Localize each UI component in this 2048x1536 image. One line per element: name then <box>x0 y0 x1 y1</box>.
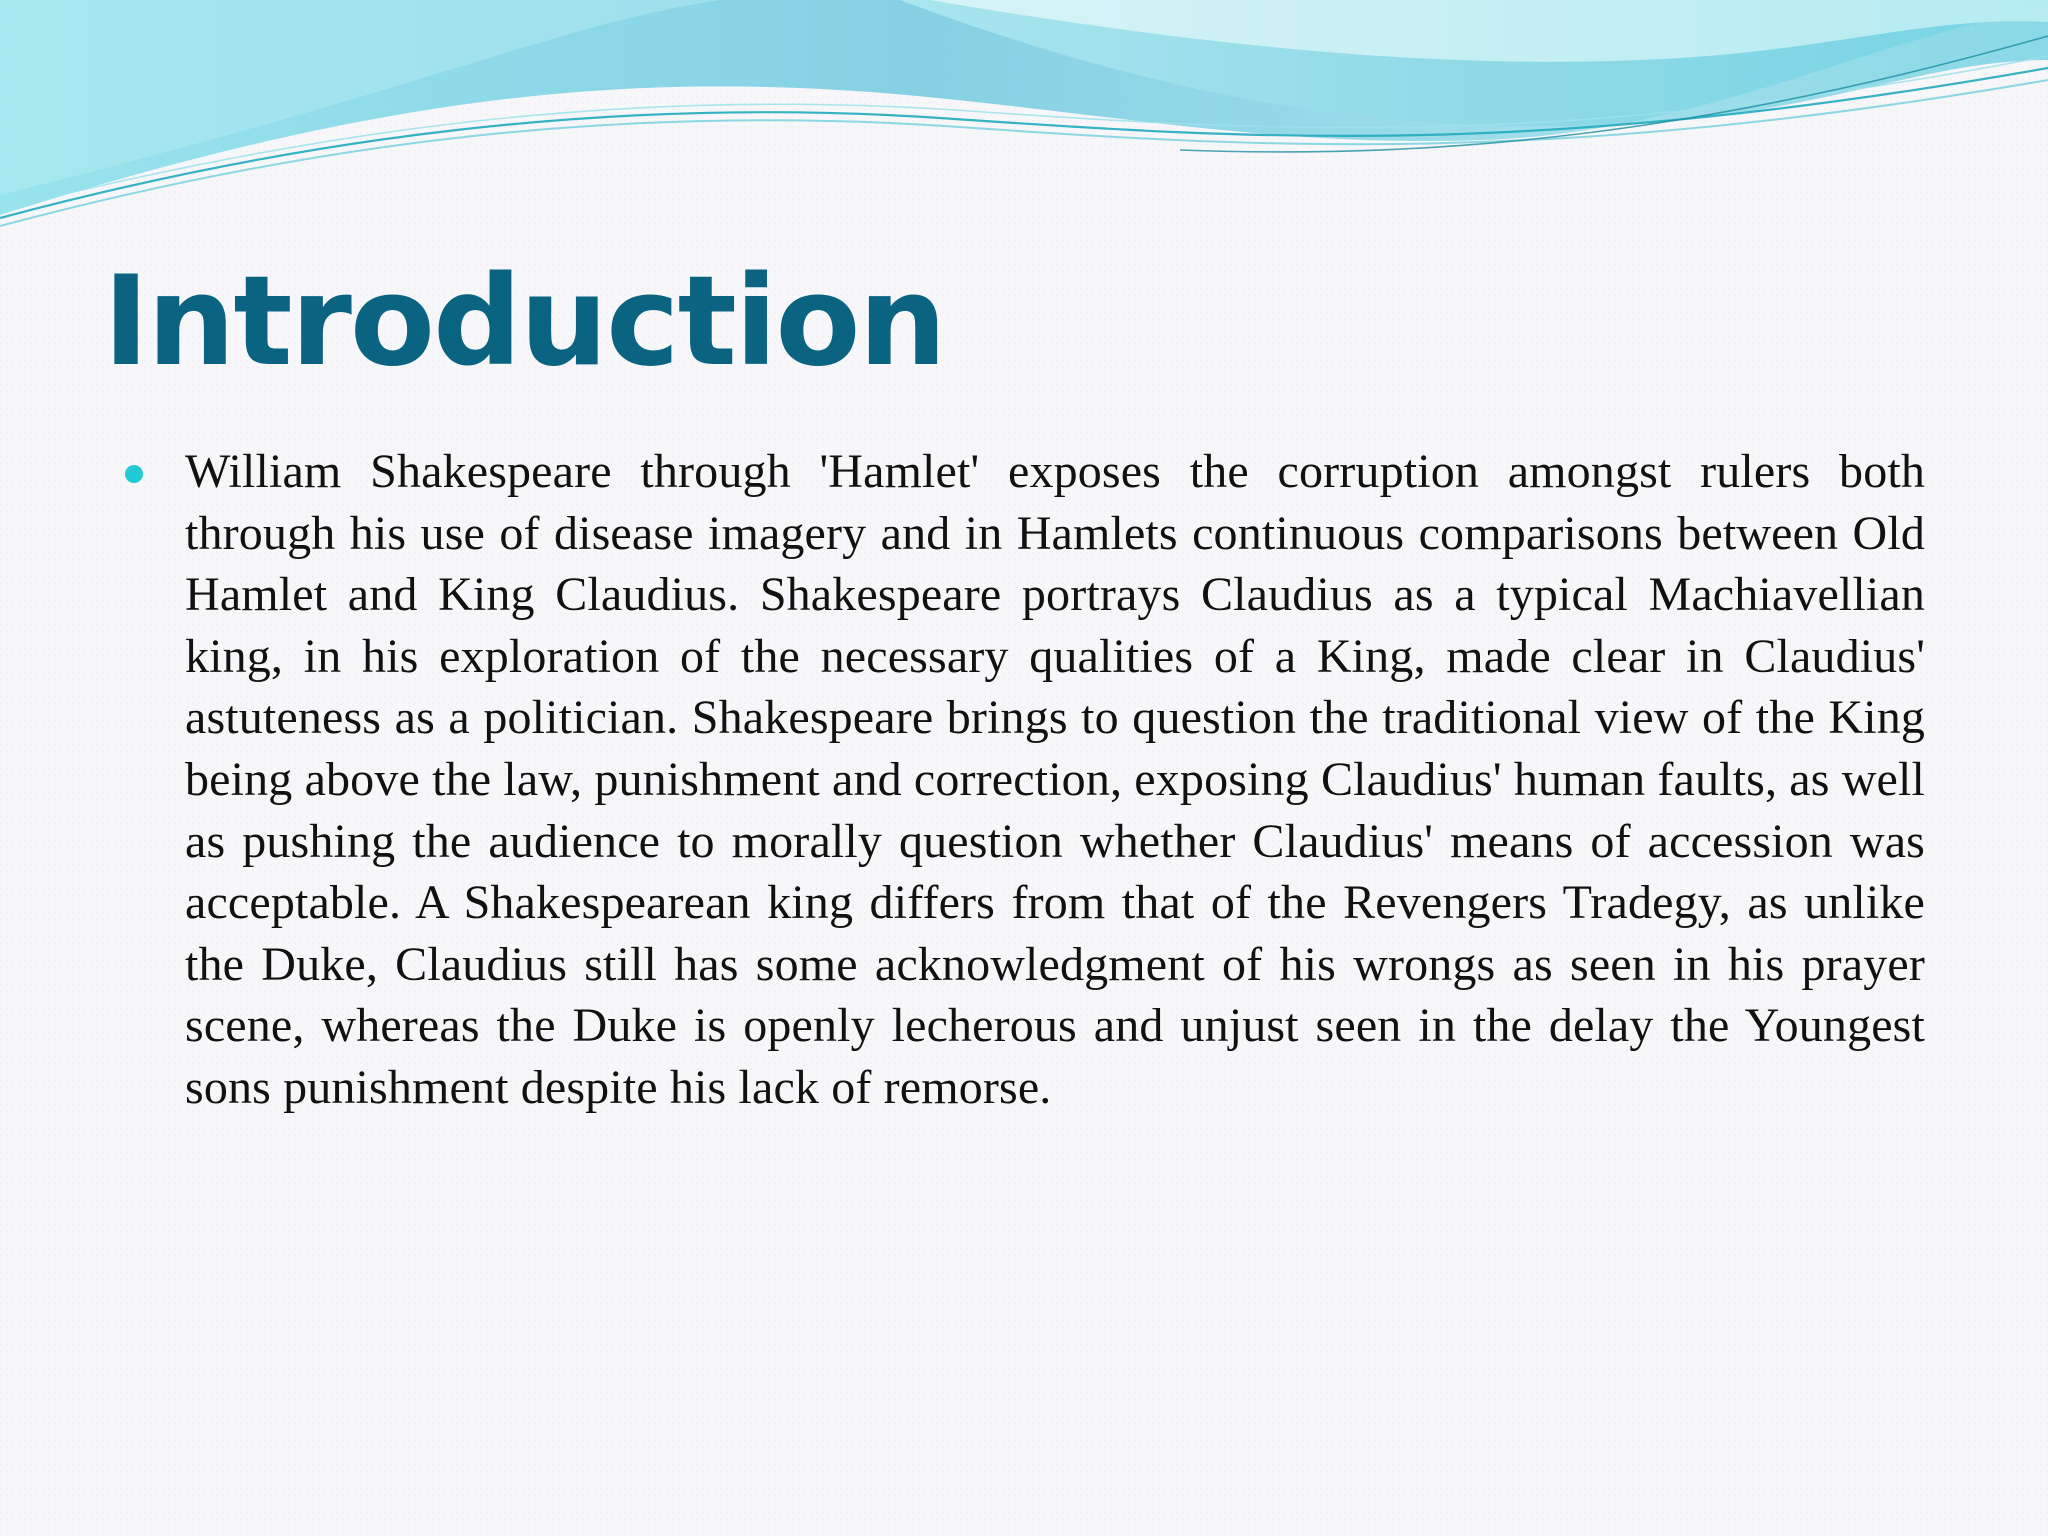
slide-title: Introduction <box>103 250 945 394</box>
bullet-icon <box>125 465 143 483</box>
bullet-paragraph: William Shakespeare through 'Hamlet' exposes the corruption amongst rulers both through his use of disease imagery and in Hamlets continuous comparisons between Old Hamlet and King Claudius. Shakespeare portrays Claudius as a typical Machiavellian king, in his exploration of the necessary qualities of a King, made clear in Claudius' astuteness as a politician. Shakespeare brings to question the traditional view of the King being above the law, punishment and correction, exposing Claudius' human faults, as well as pushing the audience to morally question whether Claudius' means of accession was acceptable. A Shakespearean king differs from that of the Revengers Tradegy, as unlike the Duke, Claudius still has some acknowledgment of his wrongs as seen in his prayer scene, whereas the Duke is openly lecherous and unjust seen in the delay the Youngest sons punishment despite his lack of remorse. <box>185 445 1925 1114</box>
decorative-wave-header <box>0 0 2048 260</box>
bullet-list <box>125 441 1925 1119</box>
